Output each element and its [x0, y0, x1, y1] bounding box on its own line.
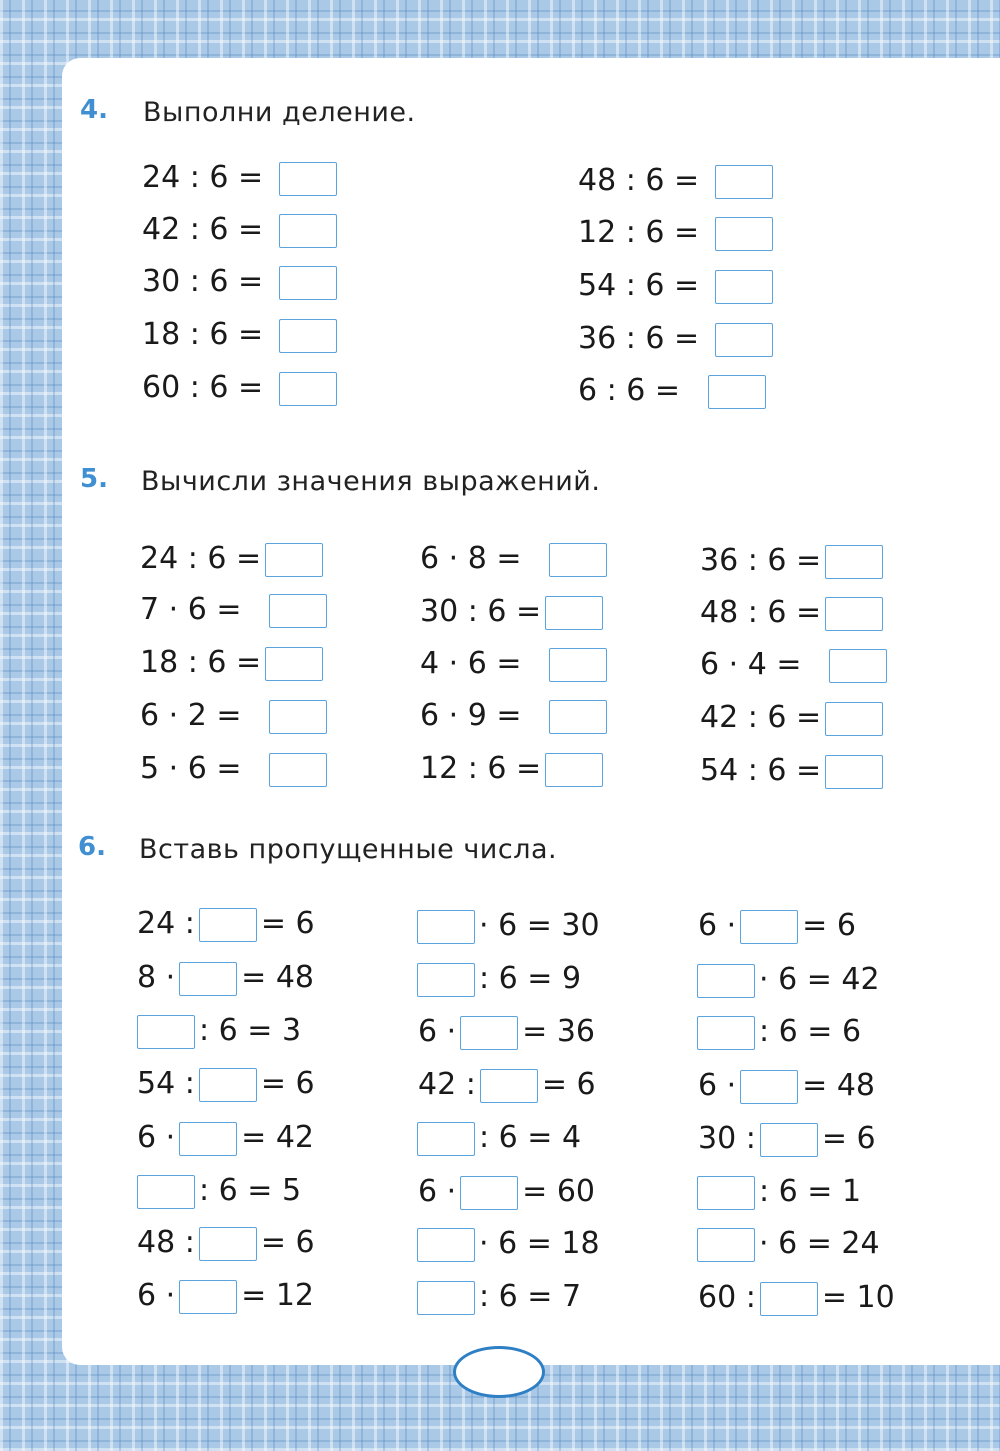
answer-box[interactable]: [417, 1228, 475, 1262]
task-5-equation: 6 · 8 =: [420, 541, 611, 577]
answer-box[interactable]: [715, 165, 773, 199]
task-5-equation: 30 : 6 =: [420, 594, 607, 630]
answer-box[interactable]: [480, 1069, 538, 1103]
answer-box[interactable]: [199, 1227, 257, 1261]
task-6-equation: 6 · = 6: [698, 908, 856, 943]
answer-box[interactable]: [740, 1070, 798, 1104]
task-5-equation: 6 · 2 =: [140, 698, 331, 734]
answer-box[interactable]: [279, 162, 337, 196]
answer-box[interactable]: [179, 962, 237, 996]
task-6-equation: 48 : = 6: [137, 1225, 315, 1260]
task-5-equation: 24 : 6 =: [140, 541, 327, 577]
task-6-equation: · 6 = 30: [413, 908, 600, 944]
answer-box[interactable]: [199, 908, 257, 942]
answer-box[interactable]: [269, 753, 327, 787]
answer-box[interactable]: [269, 700, 327, 734]
answer-box[interactable]: [279, 214, 337, 248]
task-6-equation: 6 · = 42: [137, 1120, 315, 1155]
task-6-equation: : 6 = 1: [693, 1174, 861, 1210]
answer-box[interactable]: [199, 1068, 257, 1102]
answer-box[interactable]: [265, 543, 323, 577]
answer-box[interactable]: [760, 1123, 818, 1157]
answer-box[interactable]: [417, 910, 475, 944]
answer-box[interactable]: [417, 1122, 475, 1156]
answer-box[interactable]: [708, 375, 766, 409]
answer-box[interactable]: [549, 700, 607, 734]
task-5-equation: 48 : 6 =: [700, 595, 887, 631]
task-6-equation: : 6 = 6: [693, 1014, 861, 1050]
task-6-equation: 6 · = 48: [698, 1068, 876, 1103]
page-number-oval: [453, 1346, 545, 1398]
task-4-equation: 18 : 6 =: [142, 317, 341, 353]
task-6-equation: : 6 = 3: [133, 1013, 301, 1049]
task-4-equation: 48 : 6 =: [578, 163, 777, 199]
task-6-equation: 30 : = 6: [698, 1121, 876, 1156]
answer-box[interactable]: [825, 545, 883, 579]
answer-box[interactable]: [460, 1176, 518, 1210]
task-4-equation: 12 : 6 =: [578, 215, 777, 251]
answer-box[interactable]: [137, 1175, 195, 1209]
task-6-equation: 60 : = 10: [698, 1280, 895, 1315]
answer-box[interactable]: [715, 270, 773, 304]
task-4-equation: 42 : 6 =: [142, 212, 341, 248]
answer-box[interactable]: [825, 597, 883, 631]
answer-box[interactable]: [179, 1280, 237, 1314]
answer-box[interactable]: [265, 647, 323, 681]
task-5-equation: 5 · 6 =: [140, 751, 331, 787]
task-5-equation: 4 · 6 =: [420, 646, 611, 682]
task-4-equation: 24 : 6 =: [142, 160, 341, 196]
task-5-equation: 42 : 6 =: [700, 700, 887, 736]
answer-box[interactable]: [417, 963, 475, 997]
task-4-equation: 30 : 6 =: [142, 264, 341, 300]
task-6-equation: · 6 = 18: [413, 1226, 600, 1262]
task-4-equation: 60 : 6 =: [142, 370, 341, 406]
task-6-equation: : 6 = 7: [413, 1279, 581, 1315]
task-6-equation: · 6 = 24: [693, 1226, 880, 1262]
answer-box[interactable]: [697, 964, 755, 998]
task-5-number: 5.: [80, 464, 108, 494]
task-6-equation: 6 · = 60: [418, 1174, 596, 1209]
answer-box[interactable]: [825, 702, 883, 736]
task-6-equation: : 6 = 9: [413, 961, 581, 997]
answer-box[interactable]: [545, 596, 603, 630]
task-5-equation: 6 · 9 =: [420, 698, 611, 734]
answer-box[interactable]: [279, 266, 337, 300]
task-4-equation: 36 : 6 =: [578, 321, 777, 357]
answer-box[interactable]: [549, 648, 607, 682]
task-6-number: 6.: [78, 832, 106, 862]
task-6-equation: 42 : = 6: [418, 1067, 596, 1102]
task-6-equation: 6 · = 36: [418, 1014, 596, 1049]
answer-box[interactable]: [460, 1016, 518, 1050]
task-4-title: Выполни деление.: [143, 97, 416, 128]
answer-box[interactable]: [825, 755, 883, 789]
answer-box[interactable]: [697, 1016, 755, 1050]
task-5-equation: 36 : 6 =: [700, 543, 887, 579]
answer-box[interactable]: [279, 319, 337, 353]
task-6-equation: 8 · = 48: [137, 960, 315, 995]
answer-box[interactable]: [417, 1281, 475, 1315]
task-6-equation: 54 : = 6: [137, 1066, 315, 1101]
answer-box[interactable]: [545, 753, 603, 787]
answer-box[interactable]: [715, 217, 773, 251]
task-5-equation: 7 · 6 =: [140, 592, 331, 628]
task-6-equation: 24 : = 6: [137, 906, 315, 941]
answer-box[interactable]: [269, 594, 327, 628]
answer-box[interactable]: [715, 323, 773, 357]
task-6-equation: : 6 = 5: [133, 1173, 301, 1209]
task-5-equation: 18 : 6 =: [140, 645, 327, 681]
task-6-equation: 6 · = 12: [137, 1278, 315, 1313]
task-5-equation: 54 : 6 =: [700, 753, 887, 789]
answer-box[interactable]: [549, 543, 607, 577]
task-5-equation: 12 : 6 =: [420, 751, 607, 787]
task-4-number: 4.: [80, 95, 108, 125]
answer-box[interactable]: [179, 1122, 237, 1156]
answer-box[interactable]: [137, 1015, 195, 1049]
task-6-equation: : 6 = 4: [413, 1120, 581, 1156]
task-5-equation: 6 · 4 =: [700, 647, 891, 683]
task-4-equation: 54 : 6 =: [578, 268, 777, 304]
answer-box[interactable]: [697, 1176, 755, 1210]
answer-box[interactable]: [697, 1228, 755, 1262]
answer-box[interactable]: [760, 1282, 818, 1316]
task-6-title: Вставь пропущенные числа.: [139, 834, 558, 865]
task-6-equation: · 6 = 42: [693, 962, 880, 998]
answer-box[interactable]: [829, 649, 887, 683]
answer-box[interactable]: [279, 372, 337, 406]
task-4-equation: 6 : 6 =: [578, 373, 770, 409]
task-5-title: Вычисли значения выражений.: [141, 466, 601, 497]
answer-box[interactable]: [740, 910, 798, 944]
